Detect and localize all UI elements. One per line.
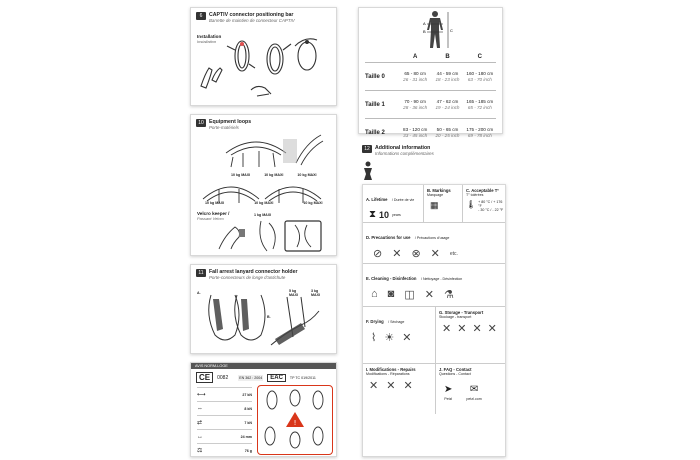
- load-label: 10 kg MAXI: [205, 201, 225, 205]
- no-alter-icon: ✕: [403, 380, 413, 392]
- column-header: B: [445, 54, 450, 60]
- section-subtitle: Porte-connecteurs de longe d'antichute: [209, 275, 286, 280]
- mail-icon: ✉: [469, 384, 479, 395]
- size-name: Taille 0: [365, 73, 385, 80]
- usage-warning-box: [257, 385, 333, 455]
- body-measurement-figure: [417, 10, 453, 50]
- size-inch: 69 - 78 inch: [467, 132, 492, 138]
- size-inch: 18 - 23 inch: [435, 76, 460, 82]
- captiv-install-illustration: [195, 34, 333, 102]
- size-row: [365, 62, 496, 90]
- load-label: 10 kg MAXI: [231, 173, 251, 177]
- lifetime-years: 10: [379, 209, 390, 220]
- section-subtitle: Barrette de maintien de connecteur CAPTIV: [209, 18, 295, 23]
- certification-panel: [190, 362, 337, 457]
- drying-title-fr: / Séchage: [388, 320, 405, 324]
- no-repair-icon: ✕: [386, 380, 396, 392]
- cert-header: AVIS NORM-LOGE: [191, 363, 336, 369]
- size-cm: 165 - 185 cm: [466, 98, 494, 104]
- temperature-cell: [463, 185, 505, 223]
- disinfect-icon: ⚗: [443, 289, 454, 301]
- lanyard-panel: [190, 264, 337, 354]
- load-b-label: 3 kg MAXI: [311, 289, 320, 297]
- lanyard-header: [191, 265, 336, 282]
- load-a-label: 5 kg MAXI: [289, 289, 298, 297]
- hourglass-icon: ⧗: [369, 209, 377, 220]
- info-panel: [362, 184, 506, 457]
- no-dryer-icon: ✕: [402, 332, 412, 344]
- contact-petzl-icon: ➤: [444, 384, 453, 395]
- size-name: Taille 1: [365, 101, 385, 108]
- section-number: 11: [196, 269, 206, 277]
- eac-mark: EAC: [267, 374, 286, 382]
- precautions-title: D. Precautions for use: [366, 235, 411, 240]
- load-label-row-bottom: [205, 201, 323, 205]
- temp-title-fr: T° tolérées: [466, 193, 484, 197]
- load-label: 10 kg MAXI: [303, 201, 323, 205]
- drying-cell: [363, 307, 436, 364]
- column-header: A: [412, 54, 418, 60]
- no-abrasion-icon: ⊗: [411, 248, 421, 260]
- section-subtitle: Porte-matériels: [209, 125, 239, 130]
- lifetime-title: A. Lifetime: [366, 197, 388, 202]
- equipment-loops-panel: [190, 114, 337, 256]
- temp-high: + 80 °C / + 176 °F: [478, 200, 503, 208]
- hand-wash-icon: ⌂: [371, 288, 378, 300]
- drying-title: F. Drying: [366, 319, 384, 324]
- no-sun-icon: ☀: [384, 332, 395, 344]
- size-cm: 44 - 59 cm: [436, 70, 459, 76]
- section-number: 10: [196, 119, 206, 127]
- section-number: 12: [362, 145, 372, 153]
- velcro-sublabel: Passant Velcro: [197, 216, 224, 221]
- no-bleach-icon: ✕: [424, 289, 434, 301]
- lifetime-cell: [363, 185, 424, 223]
- velcro-load-label: 1 kg MAXI: [254, 213, 272, 217]
- sizing-panel: [358, 7, 503, 138]
- water-temp-icon: ◫: [404, 289, 415, 301]
- no-sharp-icon: ✕: [487, 323, 497, 335]
- velcro-label: Velcro keeper /: [197, 211, 230, 216]
- spec-value: 8 kN: [244, 406, 252, 411]
- markings-icon: ▦: [430, 200, 439, 210]
- figure-label-c: C: [450, 28, 453, 33]
- size-table-header: [365, 52, 496, 62]
- size-inch: 33 - 45 inch: [403, 132, 428, 138]
- temp-title: C. Acceptable T°: [466, 188, 499, 193]
- size-row: [365, 90, 496, 118]
- section-title: Additional information: [375, 145, 431, 151]
- size-cm: 70 - 90 cm: [404, 98, 427, 104]
- tp-label: TP TC 019/2011: [289, 375, 316, 380]
- lifetime-unit: years: [392, 212, 401, 217]
- cleaning-title-fr: / Nettoyage - Désinfection: [420, 277, 463, 281]
- size-cm: 50 - 65 cm: [436, 126, 459, 132]
- size-inch: 26 - 31 inch: [403, 76, 428, 82]
- ce-mark: CE: [196, 372, 213, 383]
- loops-harness-illustration: [221, 133, 331, 173]
- size-inch: 63 - 70 inch: [467, 76, 492, 82]
- faq-cell: [436, 364, 505, 414]
- faq-title-fr: Questions - Contact: [439, 372, 471, 376]
- gate-opening-icon: ↔: [197, 433, 203, 440]
- size-cm: 47 - 62 cm: [436, 98, 459, 104]
- section-title: Fall arrest lanyard connector holder: [209, 269, 298, 275]
- line-dry-icon: ⌇: [371, 332, 377, 344]
- faq-title: J. FAQ - Contact: [439, 367, 472, 372]
- info-header: [362, 145, 434, 156]
- etc-icon: etc.: [449, 250, 458, 257]
- no-crush-icon: ✕: [442, 323, 452, 335]
- install-label: Installation: [197, 34, 222, 39]
- mods-title: I. Modifications - Repairs: [366, 367, 416, 372]
- markings-title-fr: Marquage: [427, 193, 444, 197]
- thermometer-icon: 🌡: [466, 200, 477, 209]
- column-header: C: [477, 54, 482, 60]
- size-name: Taille 2: [365, 129, 385, 136]
- temp-low: - 30 °C / - 22 °F: [478, 208, 504, 212]
- size-cm: 160 - 180 cm: [466, 70, 494, 76]
- size-inch: 19 - 24 inch: [435, 104, 460, 110]
- tag-a: A.: [197, 291, 201, 295]
- section-title: CAPTIV connector positioning bar: [209, 12, 294, 18]
- precautions-cell: [363, 223, 505, 264]
- spec-value: 7 kN: [244, 420, 252, 425]
- mods-title-fr: Modifications - Réparations: [366, 372, 410, 376]
- standard-label: EN 362 : 2004: [239, 375, 263, 380]
- section-title: Equipment loops: [209, 119, 252, 125]
- storage-cell: [436, 307, 505, 364]
- load-label: 10 kg MAXI: [297, 173, 317, 177]
- connector-minor-axis-icon: ⇔: [197, 405, 203, 412]
- spec-value: 76 g: [244, 448, 252, 453]
- no-heat-icon: ✕: [430, 248, 440, 260]
- load-label: 10 kg MAXI: [254, 201, 274, 205]
- connector-usage-illustration: [258, 386, 332, 454]
- ce-number: 0082: [217, 374, 229, 381]
- size-cm: 83 - 120 cm: [403, 126, 428, 132]
- gate-open-icon: ⇄: [197, 420, 203, 426]
- connector-major-axis-icon: ⟷: [197, 392, 206, 398]
- load-label: 10 kg MAXI: [264, 173, 284, 177]
- spec-value: 24 mm: [240, 434, 252, 439]
- loops-header: [191, 115, 336, 132]
- section-subtitle: Informations complémentaires: [375, 151, 434, 156]
- size-inch: 28 - 36 inch: [403, 104, 428, 110]
- markings-title: B. Markings: [427, 188, 451, 193]
- captiv-header: [191, 8, 336, 25]
- size-table: [365, 52, 496, 146]
- cleaning-title: E. Cleaning - Disinfection: [366, 276, 417, 281]
- size-inch: 20 - 25 inch: [435, 132, 460, 138]
- captiv-panel: [190, 7, 337, 106]
- info-pictogram: [361, 160, 375, 182]
- no-uv-icon: ✕: [472, 323, 482, 335]
- spec-list: [197, 387, 252, 457]
- petzl-label: Petzl: [444, 397, 453, 401]
- figure-label-b: B: [423, 29, 426, 34]
- lifetime-title-fr: / Durée de vie: [391, 198, 415, 202]
- svg-text:!: !: [293, 419, 297, 427]
- modifications-cell: [363, 364, 436, 414]
- install-sublabel: Installation: [197, 39, 217, 44]
- machine-wash-icon: ◙: [387, 288, 395, 300]
- size-cm: 65 - 80 cm: [404, 70, 427, 76]
- section-number: 6: [196, 12, 206, 20]
- no-chemicals-icon: ⊘: [373, 248, 383, 260]
- spec-value: 27 kN: [242, 392, 252, 397]
- size-inch: 65 - 72 inch: [467, 104, 492, 110]
- storage-title-fr: Stockage - transport: [439, 315, 472, 319]
- size-cm: 175 - 200 cm: [466, 126, 494, 132]
- no-moisture-icon: ✕: [457, 323, 467, 335]
- cleaning-cell: [363, 264, 505, 307]
- no-sharp-edges-icon: ✕: [392, 248, 402, 260]
- storage-title: G. Storage - Transport: [439, 310, 484, 315]
- no-modify-icon: ✕: [369, 380, 379, 392]
- size-row: [365, 118, 496, 146]
- velcro-keeper-illustration: [211, 219, 326, 253]
- tag-b: B.: [267, 315, 271, 319]
- weight-icon: ⚖: [197, 448, 203, 454]
- petzl-website[interactable]: petzl.com: [466, 397, 482, 401]
- precautions-title-fr: / Précautions d'usage: [414, 236, 450, 240]
- markings-cell: [424, 185, 463, 223]
- lanyard-illustration: [201, 287, 331, 349]
- figure-label-a: A: [423, 21, 426, 26]
